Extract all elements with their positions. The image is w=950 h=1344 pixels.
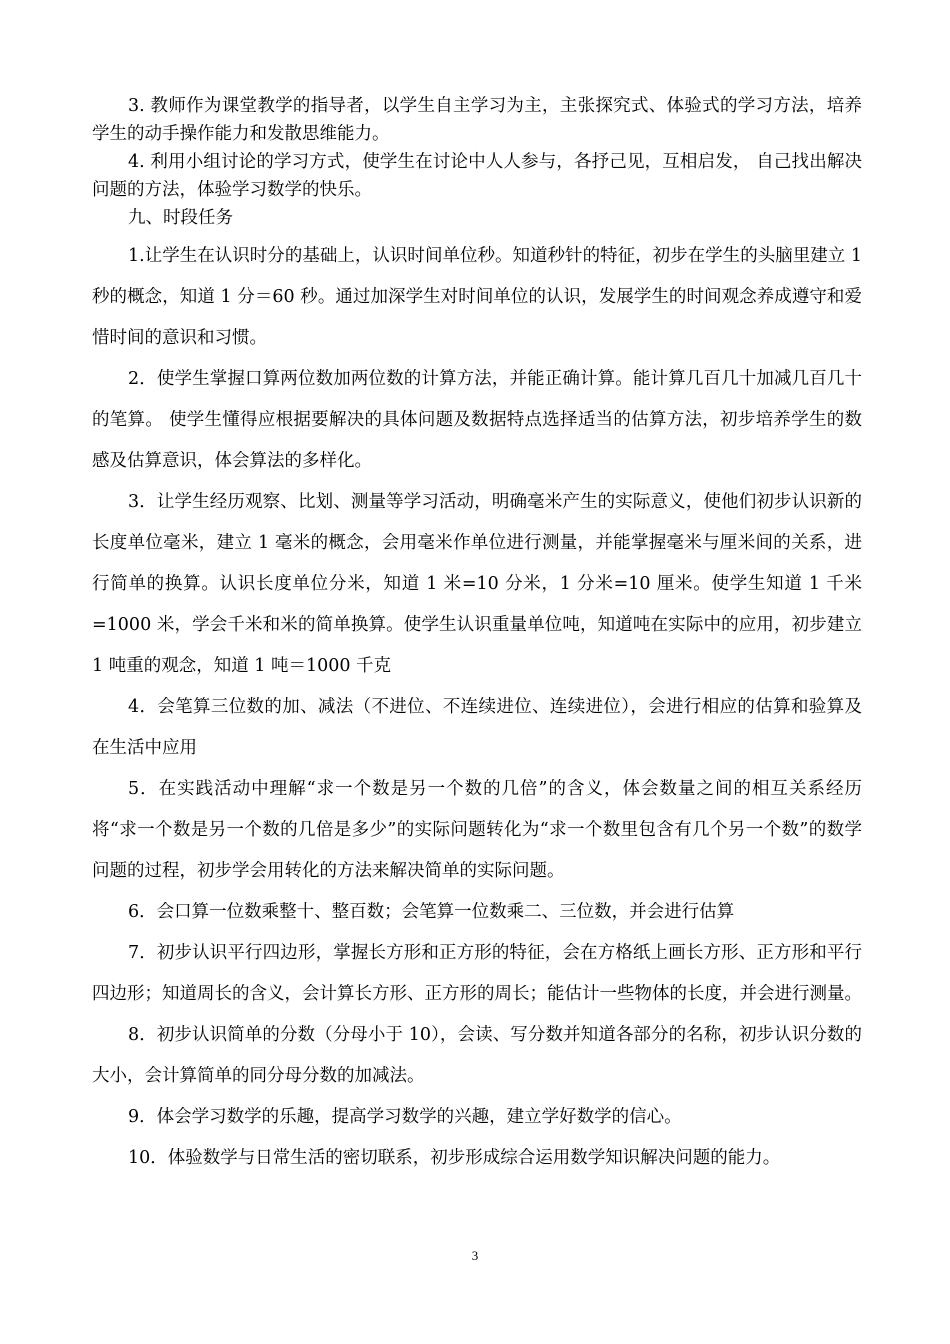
task-item-1: 1.让学生在认识时分的基础上，认识时间单位秒。知道秒针的特征，初步在学生的头脑里建立 1 秒的概念，知道 1 分＝60 秒。通过加深学生对时间单位的认识，发展学生的时间观念养成遵守和爱惜时间的意识和习惯。	[92, 246, 862, 348]
page-number: 3	[471, 1248, 479, 1263]
task-item-5: 5．在实践活动中理解“求一个数是另一个数的几倍”的含义，体会数量之间的相互关系经历将“求一个数是另一个数的几倍是多少”的实际问题转化为“求一个数里包含有几个另一个数”的数学问题的过程，初步学会用转化的方法来解决简单的实际问题。	[92, 779, 862, 881]
document-page	[92, 92, 862, 1179]
task-item-3: 3．让学生经历观察、比划、测量等学习活动，明确毫米产生的实际意义，使他们初步认识新的长度单位毫米，建立 1 毫米的概念，会用毫米作单位进行测量，并能掌握毫米与厘米间的关系，进行简单的换算。认识长度单位分米，知道 1 米=10 分米，1 分米=10 厘米。使学生知道 1 千米=1000 米，学会千米和米的简单换算。使学生认识重量单位吨，知道吨在实际中的应用，初步建立 1 吨重的观念，知道 1 吨＝1000 千克	[92, 492, 862, 676]
task-item-6: 6．会口算一位数乘整十、整百数；会笔算一位数乘二、三位数，并会进行估算	[128, 902, 735, 922]
task-item-7: 7．初步认识平行四边形，掌握长方形和正方形的特征，会在方格纸上画长方形、正方形和平行四边形；知道周长的含义，会计算长方形、正方形的周长；能估计一些物体的长度，并会进行测量。	[92, 943, 862, 1004]
task-item-2: 2．使学生掌握口算两位数加两位数的计算方法，并能正确计算。能计算几百几十加减几百几十的笔算。 使学生懂得应根据要解决的具体问题及数据特点选择适当的估算方法，初步培养学生的数感及估算意识，体会算法的多样化。	[92, 369, 862, 471]
task-list	[92, 236, 862, 1179]
task-item-9: 9．体会学习数学的乐趣，提高学习数学的兴趣，建立学好数学的信心。	[128, 1107, 682, 1127]
intro-paragraph-3: 3. 教师作为课堂教学的指导者，以学生自主学习为主，主张探究式、体验式的学习方法，培养学生的动手操作能力和发散思维能力。	[92, 96, 862, 144]
section-heading: 九、时段任务	[128, 208, 233, 228]
task-item-4: 4．会笔算三位数的加、减法（不进位、不连续进位、连续进位），会进行相应的估算和验算及在生活中应用	[92, 697, 862, 758]
task-item-8: 8．初步认识简单的分数（分母小于 10），会读、写分数并知道各部分的名称，初步认识分数的大小，会计算简单的同分母分数的加减法。	[92, 1025, 862, 1086]
task-item-10: 10．体验数学与日常生活的密切联系，初步形成综合运用数学知识解决问题的能力。	[128, 1148, 781, 1168]
intro-paragraph-4: 4. 利用小组讨论的学习方式，使学生在讨论中人人参与，各抒己见，互相启发， 自己找出解决问题的方法，体验学习数学的快乐。	[92, 152, 862, 200]
